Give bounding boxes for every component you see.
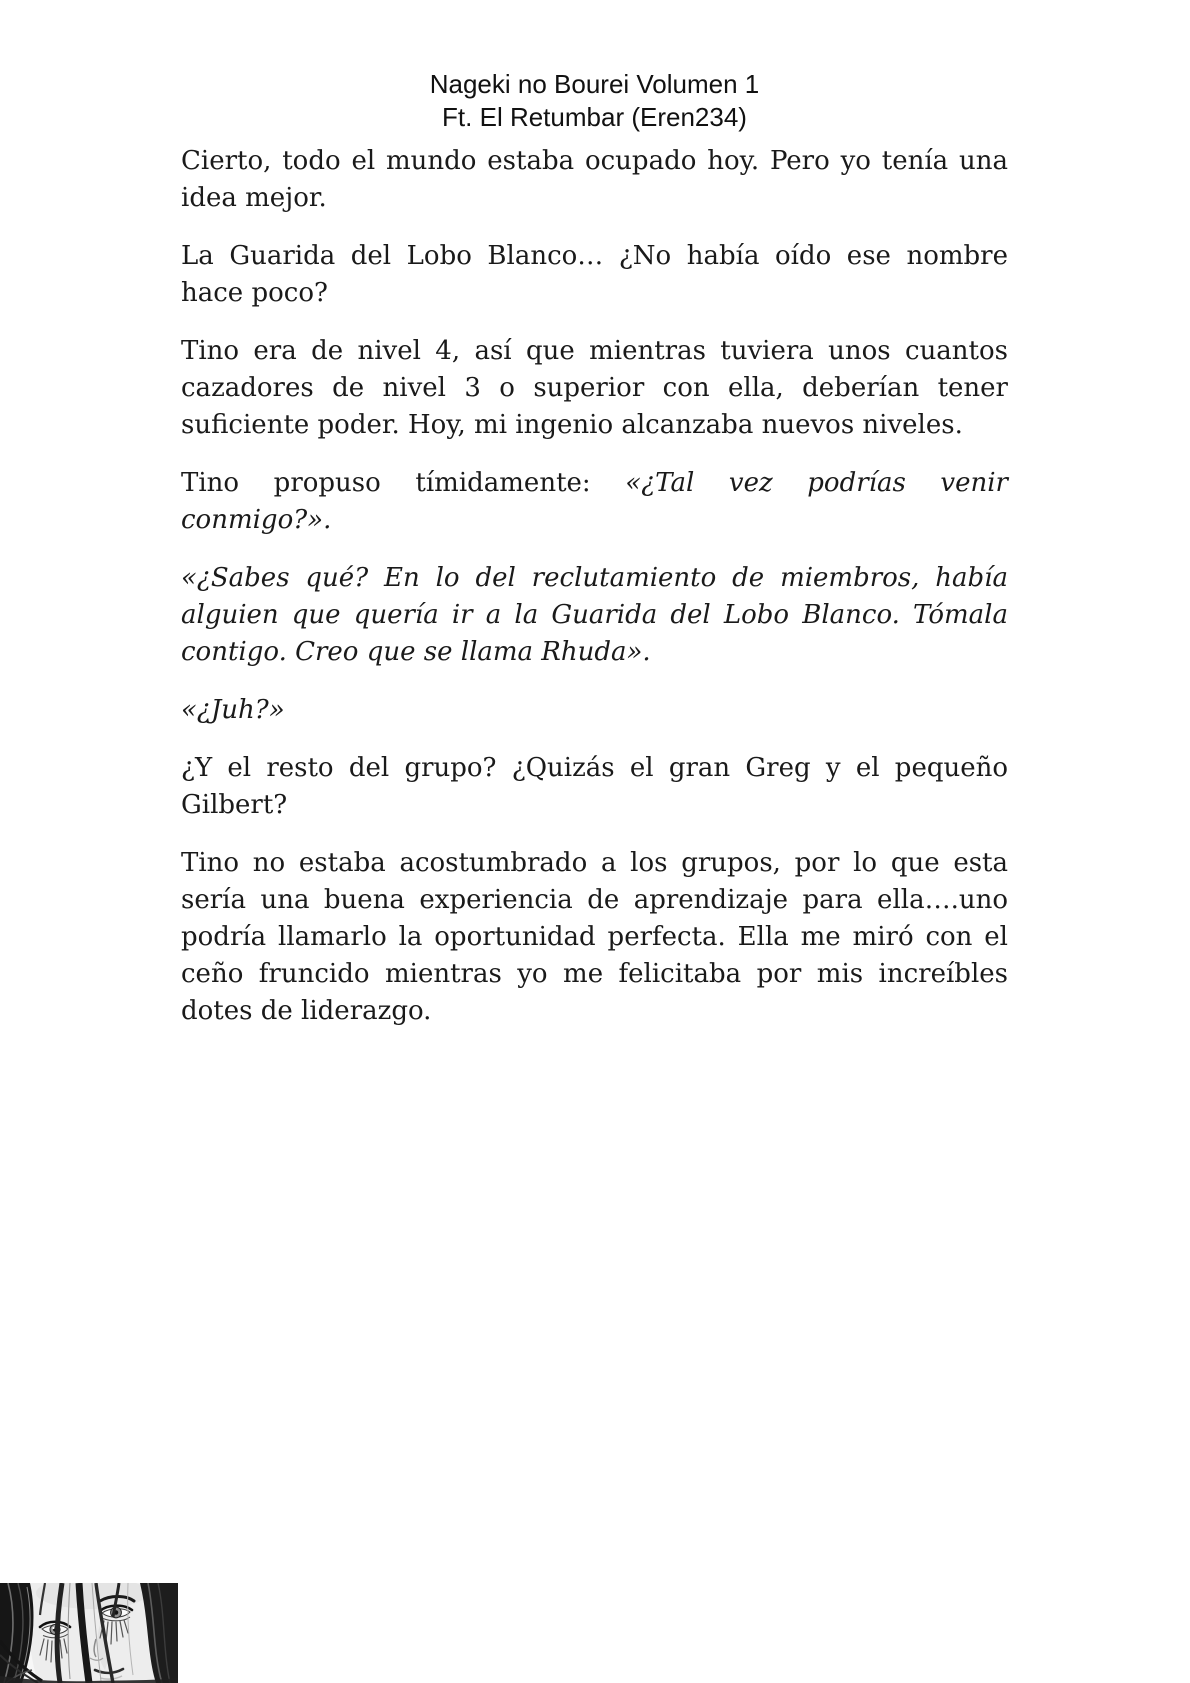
paragraph-8: Tino no estaba acostumbrado a los grupos, por lo que esta sería una buena experiencia de aprendizaje para ella….uno podría llamarlo la oportunidad perfecta. Ella me miró con el ceño fruncido mientras yo me felicitaba por mis increíbles dotes de liderazgo. xyxy=(181,848,1008,1026)
manga-face-artwork xyxy=(0,1583,178,1683)
paragraph-4-narration: Tino propuso tímidamente: xyxy=(181,468,626,498)
paragraph-4 xyxy=(181,465,1008,539)
document-title: Nageki no Bourei Volumen 1 xyxy=(429,69,760,99)
paragraph-6: «¿Juh?» xyxy=(181,695,285,725)
paragraph-3: Tino era de nivel 4, así que mientras tuviera unos cuantos cazadores de nivel 3 o superior con ella, deberían tener suficiente poder. Hoy, mi ingenio alcanzaba nuevos niveles. xyxy=(181,336,1008,440)
paragraph-5: «¿Sabes qué? En lo del reclutamiento de miembros, había alguien que quería ir a la Guarida del Lobo Blanco. Tómala contigo. Creo que se llama Rhuda». xyxy=(181,563,1008,667)
manga-face-image xyxy=(0,1583,178,1683)
document-subtitle: Ft. El Retumbar (Eren234) xyxy=(442,102,747,132)
document-header xyxy=(181,68,1008,134)
paragraph-2: La Guarida del Lobo Blanco… ¿No había oído ese nombre hace poco? xyxy=(181,241,1008,308)
paragraph-1: Cierto, todo el mundo estaba ocupado hoy. Pero yo tenía una idea mejor. xyxy=(181,146,1008,213)
paragraph-4-quote: «¿Tal vez podrías venir conmigo?». xyxy=(181,468,1008,535)
text-column xyxy=(181,68,1008,1051)
paragraph-7: ¿Y el resto del grupo? ¿Quizás el gran Greg y el pequeño Gilbert? xyxy=(181,753,1008,820)
